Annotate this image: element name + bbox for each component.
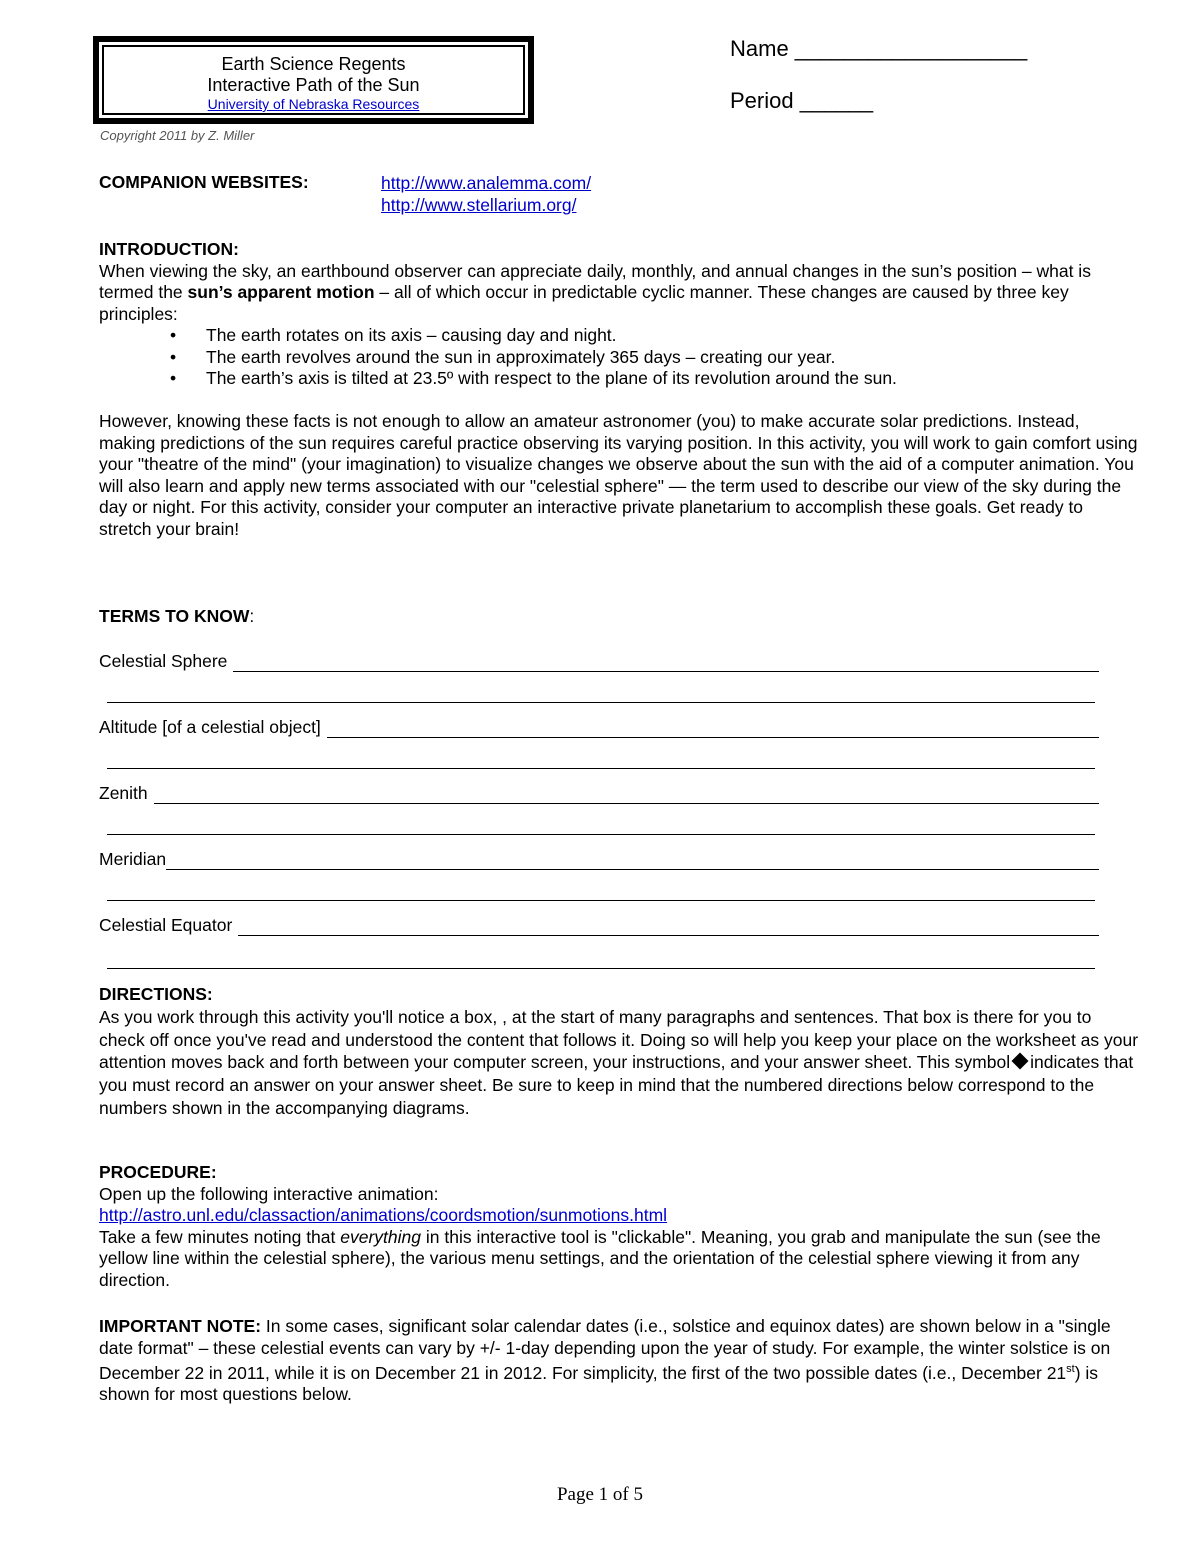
term-celestial-equator[interactable]: Celestial Equator: [99, 914, 1099, 936]
introduction: [99, 239, 1139, 325]
answer-line[interactable]: [107, 968, 1095, 969]
answer-line[interactable]: [107, 900, 1095, 901]
term-meridian[interactable]: Meridian: [99, 848, 1099, 870]
list-item: • The earth rotates on its axis – causing day and night.: [170, 325, 1150, 347]
title-box: [93, 36, 534, 124]
answer-line[interactable]: [107, 768, 1095, 769]
directions-heading: DIRECTIONS:: [99, 984, 213, 1004]
companion-label: COMPANION WEBSITES:: [99, 172, 309, 192]
directions-text: As you work through this activity you'll notice a box, , at the start of many paragraphs and sentences. That box is there for you to check off once you've read and understood the content that follows it. Doing so will help you keep your place on the worksheet as your attention moves back and forth between your computer screen, your instructions, and your answer sheet. This symbol indicates that you must record an answer on your answer sheet. Be sure to keep in mind that the numbered directions below correspond to the numbers shown in the accompanying diagrams.: [99, 1006, 1139, 1118]
copyright: Copyright 2011 by Z. Miller: [100, 128, 255, 143]
intro-heading: INTRODUCTION:: [99, 239, 239, 259]
answer-diamond-icon: [1012, 1053, 1029, 1070]
terms-heading: TERMS TO KNOW:: [99, 606, 255, 626]
companion-links: [381, 172, 591, 216]
intro-paragraph-1: When viewing the sky, an earthbound observer can appreciate daily, monthly, and annual changes in the sun’s position – what is termed the sun’s apparent motion – all of which occur in predictable cyclic manner. These changes are caused by three key principles:: [99, 260, 1091, 324]
answer-line[interactable]: [327, 721, 1099, 738]
intro-paragraph-2: However, knowing these facts is not enough to allow an amateur astronomer (you) to make accurate solar predictions. Instead, making predictions of the sun requires careful practice observing its varying position. In this activity, you will work to gain comfort using your "theatre of the mind" (your imagination) to visualize changes we observe about the sun with the aid of a computer animation. You will also learn and apply new terms associated with our "celestial sphere" — the term used to describe our view of the sky during the day or night. For this activity, consider your computer an interactive private planetarium to accomplish these goals. Get ready to stretch your brain!: [99, 411, 1138, 539]
page-number: Page 1 of 5: [556, 1484, 643, 1505]
answer-line[interactable]: [154, 787, 1099, 804]
name-field[interactable]: Name ___________________: [730, 36, 1028, 61]
procedure: [99, 1162, 1139, 1291]
answer-line[interactable]: [107, 702, 1095, 703]
term-zenith[interactable]: Zenith: [99, 782, 1099, 804]
list-item: • The earth revolves around the sun in approximately 365 days – creating our year.: [170, 347, 1150, 369]
term-altitude[interactable]: Altitude [of a celestial object]: [99, 716, 1099, 738]
period-field[interactable]: Period ______: [730, 88, 874, 113]
title-line-1: Earth Science Regents: [221, 54, 406, 74]
term-celestial-sphere[interactable]: Celestial Sphere: [99, 650, 1099, 672]
answer-line[interactable]: [107, 834, 1095, 835]
procedure-text: Take a few minutes noting that everything in this interactive tool is "clickable". Meaning, you grab and manipulate the sun (see the yellow line within the celestial sphere), the various menu settings, and the orientation of the celestial sphere viewing it from any direction.: [99, 1226, 1101, 1290]
important-note: IMPORTANT NOTE: In some cases, significant solar calendar dates (i.e., solstice and equinox dates) are shown below in a "single date format" – these celestial events can vary by +/- 1-day depending upon the year of study. For example, the winter solstice is on December 22 in 2011, while it is on December 21 in 2012. For simplicity, the first of the two possible dates (i.e., December 21st) is shown for most questions below.: [99, 1316, 1111, 1405]
answer-line[interactable]: [166, 853, 1099, 870]
procedure-heading: PROCEDURE:: [99, 1162, 217, 1182]
answer-line[interactable]: [238, 919, 1099, 936]
answer-line[interactable]: [233, 655, 1099, 672]
stellarium-link[interactable]: http://www.stellarium.org/: [381, 195, 577, 215]
list-item: • The earth’s axis is tilted at 23.5º with respect to the plane of its revolution around the sun.: [170, 368, 1150, 390]
principles-list: [170, 325, 1150, 390]
directions: [99, 983, 1139, 1120]
sunmotions-link[interactable]: http://astro.unl.edu/classaction/animations/coordsmotion/sunmotions.html: [99, 1205, 668, 1225]
procedure-line: Open up the following interactive animation:: [99, 1183, 439, 1204]
title-line-2: Interactive Path of the Sun: [207, 75, 420, 95]
suns-apparent-motion: sun’s apparent motion: [187, 282, 375, 302]
university-link[interactable]: University of Nebraska Resources: [207, 96, 420, 112]
analemma-link[interactable]: http://www.analemma.com/: [381, 173, 592, 193]
title-box-inner: [99, 42, 528, 118]
